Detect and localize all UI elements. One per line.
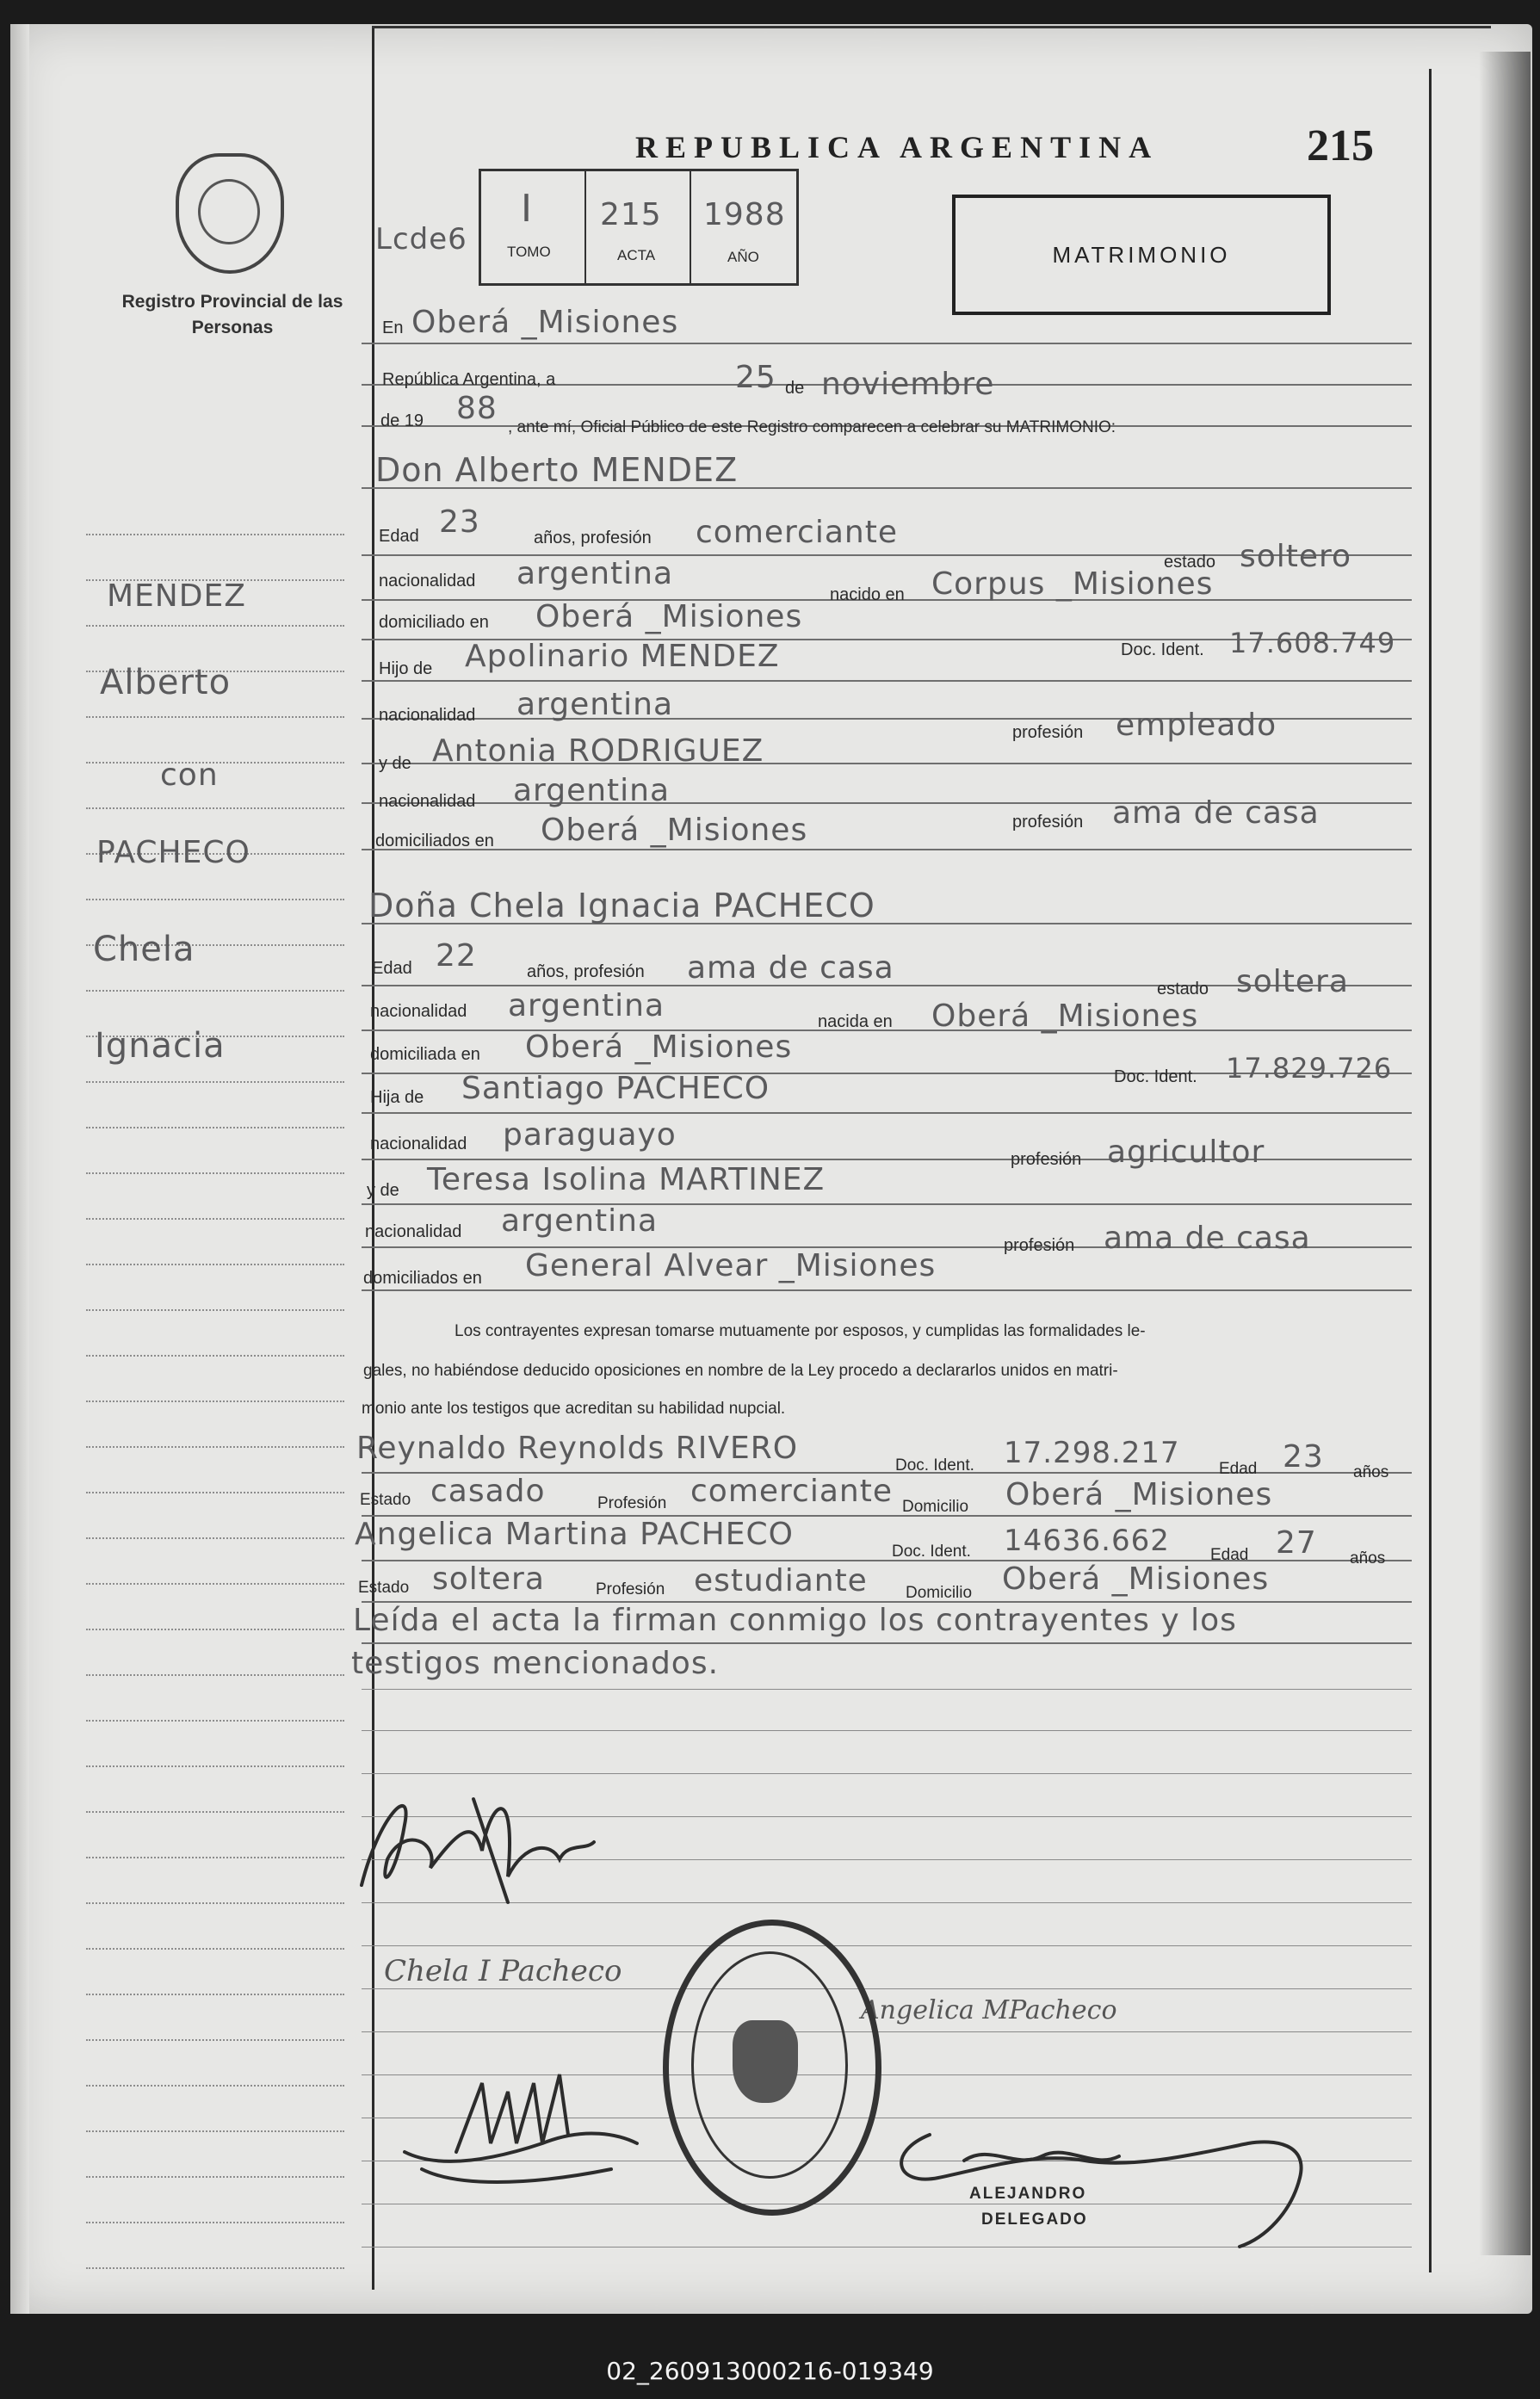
margin-rule-line	[86, 1765, 344, 1768]
margin-divider	[372, 26, 374, 2290]
bride-profesion: ama de casa	[687, 950, 894, 986]
place-value: Oberá _Misiones	[411, 305, 679, 340]
document-header-title: REPUBLICA ARGENTINA	[635, 130, 1160, 164]
margin-rule-line	[86, 1309, 344, 1312]
margin-rule-line	[86, 1629, 344, 1631]
margin-rule-line	[86, 2267, 344, 2270]
tomo-label: TOMO	[507, 244, 551, 260]
groom-nacionalidad: argentina	[516, 556, 674, 591]
witness2-anos-label: años	[1350, 1549, 1386, 1567]
form-rule-line	[362, 1730, 1412, 1731]
bride-father-nac: paraguayo	[503, 1117, 677, 1153]
groom-doc-label: Doc. Ident.	[1121, 640, 1204, 659]
year-value: 88	[456, 391, 498, 426]
bride-nacionalidad: argentina	[508, 988, 665, 1023]
groom-domicilio-label: domiciliado en	[379, 613, 489, 632]
form-rule-line	[362, 2031, 1412, 2032]
margin-rule-line	[86, 2222, 344, 2224]
bride-parents-dom: General Alvear _Misiones	[525, 1248, 937, 1283]
witness1-estado: casado	[430, 1474, 546, 1509]
form-rule-line	[362, 1689, 1412, 1690]
groom-profesion: comerciante	[696, 515, 898, 550]
groom-yde-label: y de	[379, 754, 411, 773]
witness2-dom-label: Domicilio	[906, 1584, 973, 1602]
form-rule-line	[362, 849, 1412, 850]
bride-mother-nac-label: nacionalidad	[365, 1222, 462, 1241]
margin-rule-line	[86, 990, 344, 992]
bride-yde-label: y de	[367, 1181, 399, 1200]
margin-rule-line	[86, 1081, 344, 1084]
bride-estado: soltera	[1236, 964, 1349, 999]
margin-rule-line	[86, 1264, 344, 1266]
groom-name: Don Alberto MENDEZ	[375, 451, 739, 489]
registry-code: Lcde6	[375, 222, 467, 257]
bride-mother-prof: ama de casa	[1104, 1221, 1311, 1256]
margin-rule-line	[86, 1127, 344, 1129]
bride-mother-prof-label: profesión	[1004, 1236, 1075, 1255]
witness2-estado-label: Estado	[358, 1579, 410, 1597]
form-rule-line	[362, 1289, 1412, 1291]
file-identifier: 02_260913000216-019349	[606, 2357, 934, 2385]
groom-hijo-label: Hijo de	[379, 659, 433, 678]
ano-label: AÑO	[727, 249, 759, 265]
en-label: En	[382, 318, 404, 337]
margin-rule-line	[86, 1172, 344, 1175]
declaration-line-2: gales, no habiéndose deducido oposiciones en nombre de la Ley procedo a declararlos unidos en matri-	[363, 1362, 1118, 1380]
bride-edad: 22	[436, 938, 477, 974]
bride-signature: Chela I Pacheco	[384, 1954, 622, 1988]
witness1-dom-label: Domicilio	[902, 1498, 969, 1516]
groom-father: Apolinario MENDEZ	[465, 639, 780, 674]
margin-rule-line	[86, 1446, 344, 1449]
closing-line-1: Leída el acta la firman conmigo los contrayentes y los	[353, 1603, 1237, 1638]
acta-value: 215	[600, 197, 662, 232]
bride-father-nac-label: nacionalidad	[370, 1135, 467, 1153]
margin-rule-line	[86, 899, 344, 901]
margin-rule-line	[86, 1674, 344, 1677]
margin-name-bride: Chela	[93, 930, 195, 969]
groom-edad-label: Edad	[379, 527, 419, 546]
form-rule-line	[362, 1988, 1412, 1989]
acta-label: ACTA	[617, 247, 656, 263]
bride-doc-label: Doc. Ident.	[1114, 1067, 1197, 1086]
margin-rule-line	[86, 1857, 344, 1859]
groom-doc: 17.608.749	[1229, 627, 1396, 659]
official-name: ALEJANDRO	[969, 2185, 1087, 2203]
witness-signature: Angelica MPacheco	[861, 1995, 1117, 2025]
groom-mother: Antonia RODRIGUEZ	[432, 733, 764, 769]
bride-estado-label: estado	[1157, 980, 1209, 999]
witness2-edad-label: Edad	[1210, 1546, 1249, 1564]
bride-parents-dom-label: domiciliados en	[363, 1269, 482, 1288]
appearance-text: , ante mí, Oficial Público de este Registro comparecen a celebrar su MATRIMONIO:	[508, 418, 1116, 436]
margin-rule-line	[86, 625, 344, 628]
de19-label: de 19	[380, 411, 424, 430]
groom-estado-label: estado	[1164, 553, 1216, 572]
witness1-edad-label: Edad	[1219, 1460, 1258, 1478]
official-title: DELEGADO	[981, 2210, 1088, 2229]
declaration-line-1: Los contrayentes expresan tomarse mutuamente por esposos, y cumplidas las formalidades le-	[455, 1322, 1146, 1340]
page-binding	[10, 24, 29, 2314]
page-number: 215	[1307, 121, 1374, 170]
groom-father-prof: empleado	[1116, 708, 1277, 743]
witness1-doc: 17.298.217	[1004, 1436, 1180, 1470]
bride-nacida-label: nacida en	[818, 1012, 893, 1031]
margin-rule-line	[86, 1583, 344, 1586]
witness1-anos-label: años	[1353, 1463, 1389, 1481]
margin-rule-line	[86, 1720, 344, 1722]
witness1-profesion: comerciante	[690, 1474, 893, 1509]
acta-reference-box	[479, 169, 799, 286]
margin-rule-line	[86, 2130, 344, 2133]
margin-rule-line	[86, 1948, 344, 1951]
de-label: de	[785, 379, 805, 398]
witness2-domicilio: Oberá _Misiones	[1002, 1561, 1270, 1597]
groom-father-prof-label: profesión	[1012, 723, 1084, 742]
groom-mother-prof-label: profesión	[1012, 813, 1084, 832]
right-border	[1429, 69, 1432, 2272]
bride-hija-label: Hija de	[370, 1088, 424, 1107]
margin-rule-line	[86, 2085, 344, 2087]
closing-line-2: testigos mencionados.	[351, 1646, 720, 1681]
witness2-doc-label: Doc. Ident.	[892, 1543, 971, 1561]
form-rule-line	[362, 1945, 1412, 1946]
ano-value: 1988	[703, 197, 786, 232]
witness2-estado: soltera	[432, 1561, 545, 1597]
registry-name: Registro Provincial de las Personas	[121, 292, 343, 337]
republica-label: República Argentina, a	[382, 370, 556, 389]
groom-nacionalidad-label: nacionalidad	[379, 572, 476, 590]
bride-father-prof-label: profesión	[1011, 1150, 1082, 1169]
witness2-profesion: estudiante	[694, 1563, 868, 1598]
margin-rule-line	[86, 1218, 344, 1221]
margin-rule-line	[86, 534, 344, 536]
margin-rule-line	[86, 1902, 344, 1905]
bride-father: Santiago PACHECO	[461, 1071, 770, 1106]
margin-surname-groom: MENDEZ	[107, 578, 246, 614]
form-rule-line	[362, 680, 1412, 682]
witness2-doc: 14636.662	[1004, 1524, 1170, 1558]
groom-nacido: Corpus _Misiones	[931, 566, 1214, 602]
groom-nacido-label: nacido en	[830, 585, 905, 604]
margin-rule-line	[86, 1811, 344, 1814]
form-rule-line	[362, 1642, 1412, 1644]
bride-nacionalidad-label: nacionalidad	[370, 1002, 467, 1021]
groom-parents-dom-label: domiciliados en	[375, 832, 494, 850]
document-type-box: MATRIMONIO	[952, 195, 1331, 315]
bride-mother-nac: argentina	[501, 1203, 659, 1239]
margin-rule-line	[86, 2176, 344, 2179]
form-rule-line	[362, 343, 1412, 344]
form-rule-line	[362, 1112, 1412, 1114]
margin-rule-line	[86, 716, 344, 719]
page-shadow	[1479, 52, 1531, 2255]
declaration-line-3: monio ante los testigos que acreditan su habilidad nupcial.	[362, 1400, 786, 1418]
tomo-value: I	[521, 187, 533, 231]
margin-rule-line	[86, 1994, 344, 1996]
margin-rule-line	[86, 807, 344, 810]
official-registry-stamp-icon	[663, 1920, 881, 2216]
groom-estado: soltero	[1240, 539, 1352, 574]
bride-mother: Teresa Isolina MARTINEZ	[427, 1162, 826, 1197]
groom-parents-dom: Oberá _Misiones	[541, 813, 808, 848]
month-value: noviembre	[821, 367, 995, 402]
witness1-domicilio: Oberá _Misiones	[1005, 1477, 1273, 1512]
bride-father-prof: agricultor	[1107, 1135, 1265, 1170]
province-seal-icon	[176, 153, 284, 274]
official-signature	[878, 2074, 1360, 2264]
groom-signature	[344, 1747, 603, 1920]
groom-father-nac-label: nacionalidad	[379, 706, 476, 725]
margin-rule-line	[86, 1537, 344, 1540]
top-border	[372, 26, 1491, 28]
bride-edad-label: Edad	[372, 959, 412, 978]
groom-father-nac: argentina	[516, 687, 674, 722]
groom-domicilio: Oberá _Misiones	[535, 599, 803, 634]
witness2-prof-label: Profesión	[596, 1580, 665, 1598]
groom-edad: 23	[439, 504, 480, 540]
groom-anos-profesion-label: años, profesión	[534, 529, 652, 547]
bride-anos-profesion-label: años, profesión	[527, 962, 645, 981]
margin-connector: con	[160, 757, 219, 793]
margin-rule-line	[86, 2039, 344, 2042]
witness2-name: Angelica Martina PACHECO	[355, 1517, 794, 1552]
bride-nacida: Oberá _Misiones	[931, 999, 1199, 1034]
groom-mother-nac-label: nacionalidad	[379, 792, 476, 811]
groom-mother-prof: ama de casa	[1112, 795, 1320, 831]
witness1-edad: 23	[1283, 1439, 1324, 1475]
witness1-prof-label: Profesión	[597, 1494, 667, 1512]
groom-mother-nac: argentina	[513, 773, 671, 808]
margin-rule-line	[86, 1492, 344, 1494]
bride-doc: 17.829.726	[1226, 1052, 1393, 1085]
witness1-signature	[387, 2057, 646, 2204]
margin-second-name-bride: Ignacia	[95, 1026, 226, 1066]
bride-domicilio-label: domiciliada en	[370, 1045, 480, 1064]
day-value: 25	[735, 360, 776, 395]
margin-rule-line	[86, 1400, 344, 1403]
margin-surname-bride: PACHECO	[96, 835, 250, 870]
margin-rule-line	[86, 1355, 344, 1357]
witness1-estado-label: Estado	[360, 1491, 411, 1509]
witness2-edad: 27	[1276, 1525, 1317, 1561]
bride-domicilio: Oberá _Misiones	[525, 1029, 793, 1065]
witness1-doc-label: Doc. Ident.	[895, 1456, 974, 1475]
bride-name: Doña Chela Ignacia PACHECO	[368, 887, 875, 924]
margin-name-groom: Alberto	[100, 663, 232, 702]
witness1-name: Reynaldo Reynolds RIVERO	[356, 1431, 799, 1466]
